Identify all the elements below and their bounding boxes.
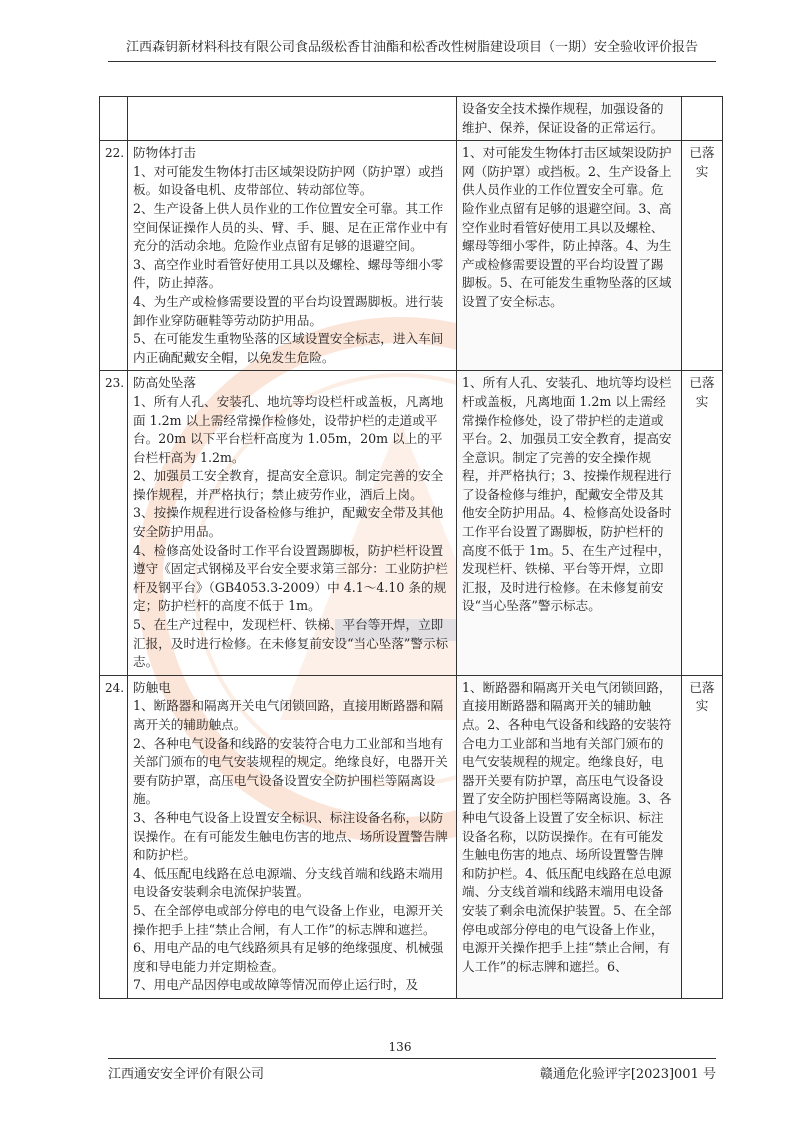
page-header	[108, 36, 716, 62]
table-row	[100, 675, 723, 998]
result-cell: 设备安全技术操作规程，加强设备的维护、保养，保证设备的正常运行。	[457, 97, 682, 141]
footer-company: 江西通安安全评价有限公司	[108, 1067, 265, 1082]
footer-doc-number: 赣通危化验评字[2023]001 号	[539, 1067, 716, 1082]
requirement-heading: 防高处坠落	[133, 375, 196, 391]
table-row	[100, 141, 723, 371]
status-cell: 已落实	[682, 141, 723, 371]
requirement-item: 5、在生产过程中，发现栏杆、铁梯、平台等开焊，立即汇报，及时进行检修。在未修复前安设“当心坠落”警示标志。	[133, 617, 449, 670]
result-cell: 1、所有人孔、安装孔、地坑等均设栏杆或盖板，凡离地面 1.2m 以上需经常操作检修处，设了带护栏的走道或平台。2、加强员工安全教育，提高安全意识。制定了完善的安全操作规程，并严格执行；3、按操作规程进行了设备检修与维护，配戴安全带及其他安全防护用品。4、检修高处设备时工作平台设置了踢脚板，防护栏杆的高度不低于 1m。5、在生产过程中，发现栏杆、铁梯、平台等开焊，立即汇报，及时进行检修。在未修复前安设“当心坠落”警示标志。	[457, 371, 682, 676]
page-footer	[108, 1058, 716, 1082]
status-cell: 已落实	[682, 371, 723, 676]
requirement-item: 5、在全部停电或部分停电的电气设备上作业，电源开关操作把手上挂“禁止合闸，有人工作”的标志牌和遮拦。	[133, 902, 444, 937]
requirement-item: 7、用电产品因停电或故障等情况而停止运行时，及	[133, 977, 419, 993]
requirement-item: 1、对可能发生物体打击区域架设防护网（防护罩）或挡板。如设备电机、皮带部位、转动部位等。	[133, 163, 444, 198]
row-number: 22.	[100, 141, 128, 371]
page-number: 136	[388, 1040, 412, 1054]
requirement-item: 3、各种电气设备上设置安全标识、标注设备名称，以防误操作。在有可能发生触电伤害的地点、场所设置警告牌和防护栏。	[133, 809, 448, 863]
header-title: 江西森钥新材料科技有限公司食品级松香甘油酯和松香改性树脂建设项目（一期）安全验收评价报告	[125, 40, 698, 55]
requirement-cell	[128, 371, 457, 676]
table-row	[100, 371, 723, 676]
evaluation-table	[99, 96, 723, 999]
requirement-item: 1、所有人孔、安装孔、地坑等均设栏杆或盖板，凡离地面 1.2m 以上需经常操作检修处，设带护栏的走道或平台。20m 以下平台栏杆高度为 1.05m，20m 以上的平台栏杆高为 1.2m。	[133, 393, 444, 465]
requirement-cell	[128, 97, 457, 141]
row-number: 23.	[100, 371, 128, 676]
requirement-item: 2、生产设备上供人员作业的工作位置安全可靠。其工作空间保证操作人员的头、臂、手、腿、足在正常作业中有充分的活动余地。危险作业点留有足够的退避空间。	[133, 200, 448, 254]
row-number: 24.	[100, 675, 128, 998]
requirement-item: 5、在可能发生重物坠落的区域设置安全标志，进入车间内正确配戴安全帽，以免发生危险。	[133, 331, 444, 365]
row-number	[100, 97, 128, 141]
requirement-item: 3、按操作规程进行设备检修与维护，配戴安全带及其他安全防护用品。	[133, 505, 444, 540]
requirement-item: 1、断路器和隔离开关电气闭锁回路，直接用断路器和隔离开关的辅助触点。	[133, 698, 444, 732]
requirement-item: 4、为生产或检修需要设置的平台均设置踢脚板。进行装卸作业穿防砸鞋等劳动防护用品。	[133, 293, 444, 328]
status-cell	[682, 97, 723, 141]
requirement-item: 2、加强员工安全教育，提高安全意识。制定完善的安全操作规程，并严格执行；禁止疲劳作业，酒后上岗。	[133, 468, 444, 502]
requirement-item: 6、用电产品的电气线路须具有足够的绝缘强度、机械强度和导电能力并定期检查。	[133, 940, 444, 974]
requirement-item: 4、低压配电线路在总电源端、分支线首端和线路末端用电设备安装剩余电流保护装置。	[133, 865, 444, 900]
result-cell: 1、对可能发生物体打击区域架设防护网（防护罩）或挡板。2、生产设备上供人员作业的工作位置安全可靠。危险作业点留有足够的退避空间。3、高空作业时看管好使用工具以及螺栓、螺母等细小零件，防止掉落。4、为生产或检修需要设置的平台均设置了踢脚板。5、在可能发生重物坠落的区域设置了安全标志。	[457, 141, 682, 371]
requirement-item: 4、检修高处设备时工作平台设置踢脚板，防护栏杆设置遵守《固定式钢梯及平台安全要求第三部分：工业防护栏杆及钢平台》（GB4053.3-2009）中 4.1～4.10 条的规定；防护栏杆的高度不低于 1m。	[133, 542, 448, 614]
requirement-item: 3、高空作业时看管好使用工具以及螺栓、螺母等细小零件，防止掉落。	[133, 256, 444, 291]
requirement-cell	[128, 675, 457, 998]
result-cell: 1、断路器和隔离开关电气闭锁回路，直接用断路器和隔离开关的辅助触点。2、各种电气设备和线路的安装符合电力工业部和当地有关部门颁布的电气安装规程的规定。绝缘良好，电器开关要有防护罩，高压电气设备设置了安全防护围栏等隔离设施。3、各种电气设备上设置了安全标识、标注设备名称，以防误操作。在有可能发生触电伤害的地点、场所设置警告牌和防护栏。4、低压配电线路在总电源端、分支线首端和线路末端用电设备安装了剩余电流保护装置。5、在全部停电或部分停电的电气设备上作业，电源开关操作把手上挂“禁止合闸，有人工作”的标志牌和遮拦。6、	[457, 675, 682, 998]
requirement-item: 2、各种电气设备和线路的安装符合电力工业部和当地有关部门颁布的电气安装规程的规定。绝缘良好，电器开关要有防护罩，高压电气设备设置安全防护围栏等隔离设施。	[133, 735, 448, 807]
requirement-heading: 防物体打击	[133, 145, 196, 161]
requirement-heading: 防触电	[133, 679, 171, 695]
table-row	[100, 97, 723, 141]
requirement-cell	[128, 141, 457, 371]
status-cell: 已落实	[682, 675, 723, 998]
